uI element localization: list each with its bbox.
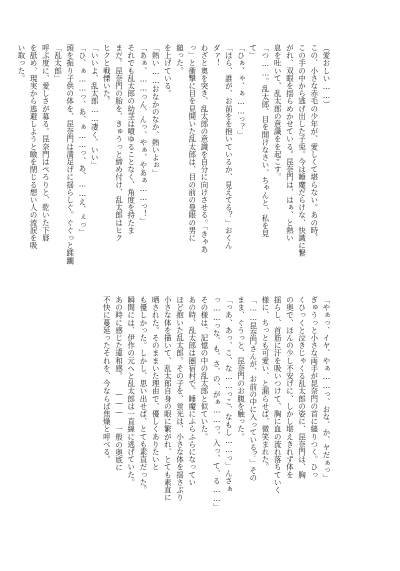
text-column: 「……昆奈門さんが、お前の中に入っている？」その	[248, 296, 258, 482]
text-column: 様に、ちっとも可愛い、と漏らせば、微笑まれた。	[260, 296, 270, 471]
text-column: 「ひぁ、ゃ、ぁ……っ？」	[236, 44, 246, 139]
text-column: 「やぁっ、イヤ、やぁ……っ、おな、か、ヤだぁっ」	[322, 296, 331, 482]
text-column: ぎゅうっと小さな両手が昆奈門の首に縋りつく。ひっ	[309, 296, 319, 479]
text-column: を舐め、現実から逃避しようと瞼を閉じる想い人の流涙を吸	[29, 44, 39, 250]
text-column: 頭を振り子供の体を、昆奈門は満足げに揺らしぐ。ぐぐっと蹂躙	[65, 44, 75, 265]
text-column: っ」と衝撃に目を見開いた乱太郎は、目の前の曼眼の男に	[187, 44, 197, 242]
text-column: 呼ぶ度に、愛しさが募る。昆奈門はぺろりと、乾いた下唇	[41, 44, 51, 242]
text-column: くひっくと泣きじゃくる乱太郎の姿に、昆奈門は、胸	[297, 296, 307, 479]
text-column: 息を吐いて、乱太郎の意識をを起こす。	[273, 44, 283, 181]
text-column: を上げている。	[163, 44, 173, 98]
text-column: 瞬間には、伊作の元へと乱太郎は一直線に逃げていた。	[126, 296, 136, 486]
text-column: まま、ぐうっと、昆奈門のお腹を触った。	[236, 296, 246, 441]
upper-text-block	[16, 44, 332, 265]
text-column: 小さな体を描いて、乱太郎自身の眼に繁がれ、とても素直に	[163, 296, 173, 502]
text-column: あの時、乱太郎は圏宿村で、睡魔にふらふらになってい	[187, 296, 197, 486]
text-column: まだ。昆奈門の胎を、きゅうっと締め付け、乱太郎はヒク	[114, 44, 124, 242]
text-column: 「あぁ、……っん、んっ、やぁ、やあぁ……っ！」	[138, 44, 148, 226]
text-column: ほど抱いた乱太郎。その子を、蛍光は、小さな体を揺さぶり	[175, 296, 185, 502]
text-column: 「熱い……おなかのなか、熱いよぉ」	[151, 44, 161, 177]
text-column: っ……っな、も、さ、の、がぁ……っ、入っ、て、る……」	[212, 296, 222, 511]
text-column: この、小さな赤毛の少年が、愛しくて堪らない。あの時、	[309, 44, 319, 242]
text-column: この手の中から逃げ出した子兎。今は睡魔だらけな、快識に繋	[297, 44, 307, 257]
text-column: ダァ！	[212, 44, 222, 67]
text-column: （愛おしい……）	[322, 44, 331, 108]
text-column: 晒された。そのままいた理由で、優しくありたいと	[151, 296, 161, 471]
text-column: 「っあ、あっ、こ、な……っこ、なもし……っ」んさぁ	[224, 296, 234, 493]
text-column: て」	[248, 44, 258, 60]
text-column: 「つ……。乱太郎、目を開けなさい、ちゃんと、私を見	[260, 44, 270, 238]
lower-text-block	[70, 296, 332, 511]
text-column: 縋った。	[175, 44, 185, 75]
text-column: 不快に蔓延ったそれを、今ならば焦燥と呼べる。	[102, 296, 112, 464]
text-column: その様は、記憶の中の乱太郎と似ていた。	[199, 296, 209, 441]
text-column: 揺らし、首筋に汗を吸いつけて、胸に血の流れ落ちていく	[273, 296, 283, 494]
text-column: ヒクと戦慄いた。	[102, 44, 112, 105]
text-column: がれ、双眼を揺らめかせている。昆奈門は、はぁ、と熱い	[285, 44, 295, 242]
text-column: 「ひ、ぁ……っ、あ、ぁ……っ、あ、……え、ぇっ」	[77, 44, 87, 236]
text-column: あの時に感じた違和感。 ——— 一般の奥底に	[114, 296, 124, 472]
text-column: い取った。	[16, 44, 26, 82]
text-column: も優しかった。しかし、思い出せば、とても素直だった。	[138, 296, 148, 494]
text-column: 「ほら、誰が、お前をを抱いているか、見えてる？」おくん	[224, 44, 234, 250]
text-column: それでも乱太郎の幼茎は噴ゆることなく、角度を持たま	[126, 44, 136, 234]
text-column: わざと奥を突き、乱太郎の意識を自分に向けさせる。「きゃあ	[199, 44, 209, 254]
text-column: 「いいよ、乱太郎……凄く、いい」	[90, 44, 100, 169]
text-column: 「乱太郎」	[53, 44, 63, 82]
text-column: の奥で、ほんの少し不安げに、しかし堪えきれず体を	[285, 296, 295, 479]
